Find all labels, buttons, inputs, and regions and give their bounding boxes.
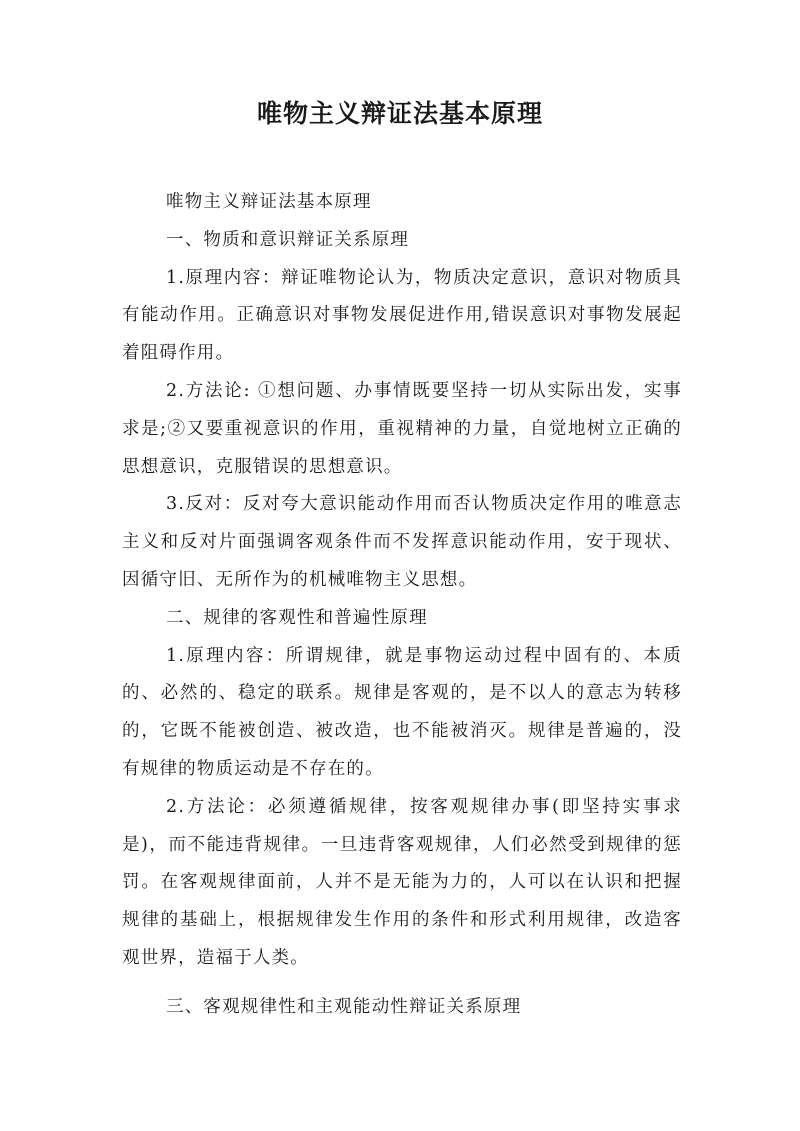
body-subtitle: 唯物主义辩证法基本原理 xyxy=(166,192,372,212)
section-heading-2: 二、规律的客观性和普遍性原理 xyxy=(166,607,428,628)
section-1-principle-paragraph: 1.原理内容：辩证唯物论认为，物质决定意识，意识对物质具有能动作用。正确意识对事物发展促进作用,错误意识对事物发展起着阻碍作用。 xyxy=(122,267,682,364)
section-2-methodology-paragraph: 2.方法论：必须遵循规律，按客观规律办事(即坚持实事求是)，而不能违背规律。一旦违背客观规律，人们必然受到规律的惩罚。在客观规律面前，人并不是无能为力的，人可以在认识和把握规律的基础上，根据规律发生作用的条件和形式利用规律，改造客观世界，造福于人类。 xyxy=(122,796,682,968)
section-heading-1: 一、物质和意识辩证关系原理 xyxy=(166,229,410,250)
document-title: 唯物主义辩证法基本原理 xyxy=(256,99,543,128)
section-heading-3: 三、客观规律性和主观能动性辩证关系原理 xyxy=(166,996,522,1017)
section-2-principle-paragraph: 1.原理内容：所谓规律，就是事物运动过程中固有的、本质的、必然的、稳定的联系。规律是客观的，是不以人的意志为转移的，它既不能被创造、被改造，也不能被消灭。规律是普遍的，没有规律的物质运动是不存在的。 xyxy=(122,645,682,779)
section-1-methodology-paragraph: 2.方法论: ①想问题、办事情既要坚持一切从实际出发，实事求是;②又要重视意识的作用，重视精神的力量，自觉地树立正确的思想意识，克服错误的思想意识。 xyxy=(122,380,682,477)
document-body xyxy=(122,184,682,1027)
section-1-opposition-paragraph: 3.反对：反对夸大意识能动作用而否认物质决定作用的唯意志主义和反对片面强调客观条件而不发挥意识能动作用，安于现状、因循守旧、无所作为的机械唯物主义思想。 xyxy=(122,494,682,590)
